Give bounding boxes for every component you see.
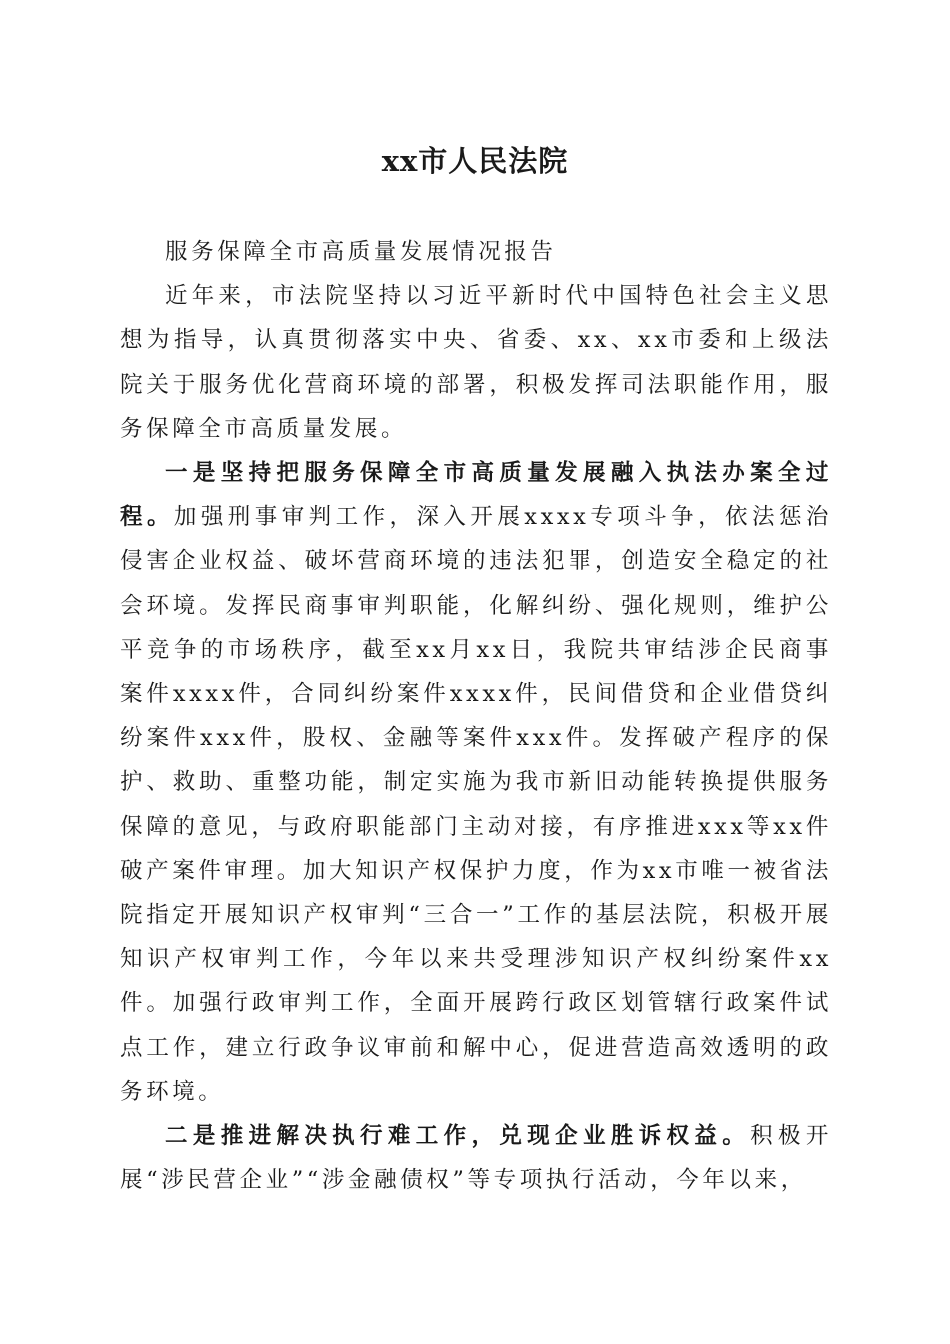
section-1-text: 加强刑事审判工作，深入开展xxxx专项斗争，依法惩治侵害企业权益、破坏营商环境的违法犯罪，创造安全稳定的社会环境。发挥民商事审判职能，化解纠纷、强化规则，维护公平竞争的市场秩序，截至xx月xx日，我院共审结涉企民商事案件xxxx件，合同纠纷案件xxxx件，民间借贷和企业借贷纠纷案件xxx件，股权、金融等案件xxx件。发挥破产程序的保护、救助、重整功能，制定实施为我市新旧动能转换提供服务保障的意见，与政府职能部门主动对接，有序推进xxx等xx件破产案件审理。加大知识产权保护力度，作为xx市唯一被省法院指定开展知识产权审判“三合一”工作的基层法院，积极开展知识产权审判工作，今年以来共受理涉知识产权纠纷案件xx件。加强行政审判工作，全面开展跨行政区划管辖行政案件试点工作，建立行政争议审前和解中心，促进营造高效透明的政务环境。 [120,504,832,1105]
section-2-text: 积极开展“涉民营企业”“涉金融债权”等专项执行活动，今年以来， [120,1123,832,1194]
report-subtitle-text: 服务保障全市高质量发展情况报告 [165,239,557,265]
section-2-paragraph [120,1114,832,1202]
intro-paragraph [120,274,832,451]
section-1-heading: 一是坚持把服务保障全市高质量发展融入执法办案全过程。 [120,460,832,531]
section-1-paragraph [120,451,832,1114]
intro-paragraph-text: 近年来，市法院坚持以习近平新时代中国特色社会主义思想为指导，认真贯彻落实中央、省委、xx、xx市委和上级法院关于服务优化营商环境的部署，积极发挥司法职能作用，服务保障全市高质量发展。 [120,283,832,442]
section-2-heading: 二是推进解决执行难工作，兑现企业胜诉权益。 [165,1123,751,1150]
report-subtitle [120,230,832,274]
document-body [120,230,832,1202]
document-title: xx市人民法院 [381,144,569,178]
